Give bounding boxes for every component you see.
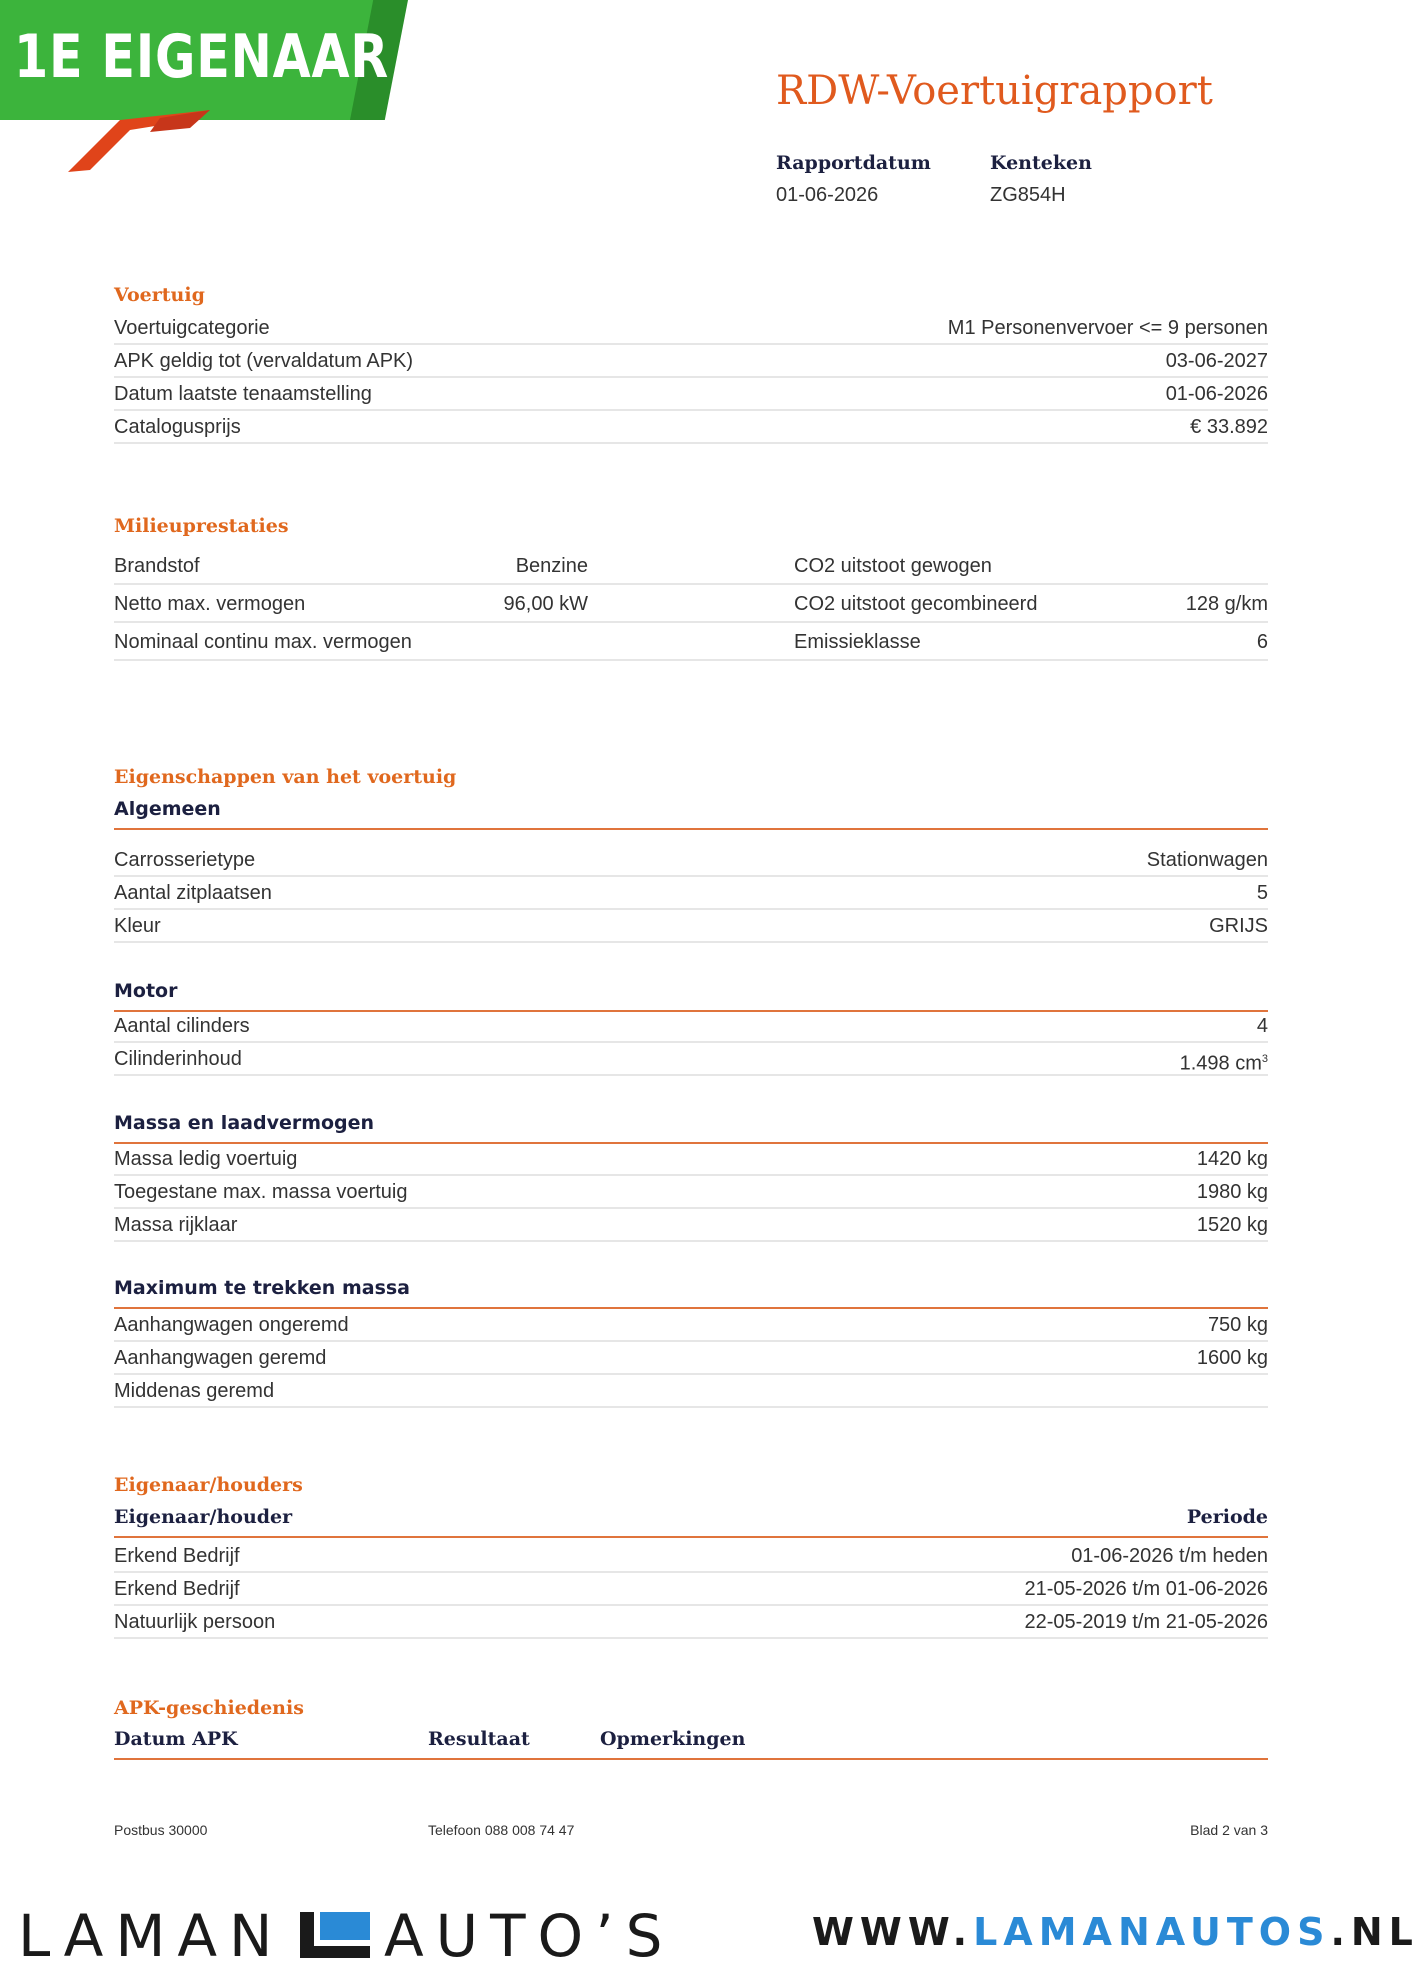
section-eigenschappen-title: Eigenschappen van het voertuig — [114, 766, 457, 788]
column-owner: Eigenaar/houder — [114, 1506, 293, 1528]
row-value: 6 — [1256, 631, 1268, 653]
row-label: CO2 uitstoot gewogen — [794, 555, 992, 577]
row-value: 1980 kg — [1196, 1181, 1268, 1203]
row-label: Erkend Bedrijf — [114, 1578, 240, 1600]
row-label: Middenas geremd — [114, 1380, 275, 1402]
row-label: Catalogusprijs — [114, 416, 241, 438]
table-row — [114, 1043, 1268, 1076]
row-value: 1520 kg — [1196, 1214, 1268, 1236]
row-value: 03-06-2027 — [1165, 350, 1268, 372]
table-row — [114, 345, 1268, 378]
row-label: Nominaal continu max. vermogen — [114, 631, 412, 653]
row-label: Toegestane max. massa voertuig — [114, 1181, 408, 1203]
row-value: € 33.892 — [1190, 416, 1268, 438]
table-row — [114, 411, 1268, 444]
dealer-name-left: LAMAN — [18, 1902, 285, 1970]
row-value: 1420 kg — [1196, 1148, 1268, 1170]
row-label: Datum laatste tenaamstelling — [114, 383, 372, 405]
section-apk-title: APK-geschiedenis — [114, 1697, 304, 1719]
row-value: 21-05-2026 t/m 01-06-2026 — [1024, 1578, 1268, 1600]
subsection-label: Massa en laadvermogen — [114, 1112, 375, 1134]
row-label: Aanhangwagen ongeremd — [114, 1314, 349, 1336]
plate-block — [990, 152, 1092, 207]
owners-table-header — [114, 1506, 1268, 1538]
dealer-logo-icon — [300, 1912, 370, 1958]
unit-superscript: 3 — [1261, 1053, 1268, 1065]
row-value: 5 — [1256, 882, 1268, 904]
column-period: Periode — [1186, 1506, 1268, 1528]
subsection-algemeen-title — [114, 798, 1268, 830]
plate-label: Kenteken — [990, 152, 1092, 174]
row-label: Natuurlijk persoon — [114, 1611, 276, 1633]
table-row — [114, 1309, 1268, 1342]
table-row — [114, 1606, 1268, 1639]
row-label: Cilinderinhoud — [114, 1048, 242, 1070]
row-value: 4 — [1256, 1015, 1268, 1037]
section-voertuig-title: Voertuig — [114, 284, 205, 306]
row-value: 128 g/km — [1185, 593, 1268, 615]
table-row — [114, 1375, 1268, 1408]
table-row — [114, 1209, 1268, 1242]
apk-table-header — [114, 1724, 1268, 1760]
row-label: Netto max. vermogen — [114, 593, 306, 615]
report-title: RDW-Voertuigrapport — [776, 68, 1213, 114]
table-row — [114, 547, 1268, 585]
row-label: Brandstof — [114, 555, 200, 577]
subsection-label: Motor — [114, 980, 178, 1002]
row-value: Benzine — [515, 555, 588, 577]
footer-page-number: Blad 2 van 3 — [1190, 1822, 1268, 1838]
row-label: Aanhangwagen geremd — [114, 1347, 327, 1369]
row-value: 22-05-2019 t/m 21-05-2026 — [1024, 1611, 1268, 1633]
displacement-value: 1.498 cm — [1179, 1052, 1262, 1075]
column-remarks: Opmerkingen — [600, 1728, 746, 1750]
dealer-name-right: AUTO’S — [384, 1902, 675, 1970]
row-label: Aantal cilinders — [114, 1015, 250, 1037]
row-value: 01-06-2026 t/m heden — [1071, 1545, 1268, 1567]
rdw-logo-icon — [60, 110, 220, 180]
report-date-block — [776, 152, 931, 207]
subsection-label: Algemeen — [114, 798, 221, 820]
table-row — [114, 877, 1268, 910]
report-date-value: 01-06-2026 — [776, 184, 879, 206]
plate-value: ZG854H — [990, 184, 1066, 206]
column-apk-date: Datum APK — [114, 1728, 238, 1750]
subsection-label: Maximum te trekken massa — [114, 1277, 411, 1299]
footer-phone: Telefoon 088 008 74 47 — [428, 1822, 575, 1838]
row-value: Stationwagen — [1146, 849, 1268, 871]
table-row — [114, 844, 1268, 877]
row-label: APK geldig tot (vervaldatum APK) — [114, 350, 414, 372]
footer-address: Postbus 30000 — [114, 1822, 208, 1838]
row-label: Carrosserietype — [114, 849, 256, 871]
url-main: LAMANAUTOS — [973, 1910, 1331, 1954]
row-label: Kleur — [114, 915, 161, 937]
row-value: 1600 kg — [1196, 1347, 1268, 1369]
section-eigenaren-title: Eigenaar/houders — [114, 1474, 303, 1496]
row-label: Erkend Bedrijf — [114, 1545, 240, 1567]
table-row — [114, 910, 1268, 943]
table-row — [114, 1176, 1268, 1209]
subsection-trekken-title — [114, 1277, 1268, 1309]
table-row — [114, 1143, 1268, 1176]
table-row — [114, 1342, 1268, 1375]
section-milieu-title: Milieuprestaties — [114, 515, 289, 537]
table-row — [114, 623, 1268, 661]
row-label: Voertuigcategorie — [114, 317, 270, 339]
url-suffix: .NL — [1330, 1910, 1419, 1954]
table-row — [114, 1573, 1268, 1606]
table-row — [114, 312, 1268, 345]
first-owner-label: 1E EIGENAAR — [14, 22, 390, 92]
table-row — [114, 378, 1268, 411]
table-row — [114, 1540, 1268, 1573]
row-value: 01-06-2026 — [1165, 383, 1268, 405]
row-label: Emissieklasse — [794, 631, 921, 653]
row-value: 750 kg — [1207, 1314, 1268, 1336]
dealer-website — [812, 1910, 1419, 1954]
url-prefix: WWW. — [812, 1910, 974, 1954]
column-result: Resultaat — [428, 1728, 530, 1750]
table-row — [114, 585, 1268, 623]
table-row — [114, 1010, 1268, 1043]
row-value-with-unit — [1180, 1043, 1268, 1081]
row-label: CO2 uitstoot gecombineerd — [794, 593, 1038, 615]
row-value: GRIJS — [1209, 915, 1268, 937]
row-value: M1 Personenvervoer <= 9 personen — [947, 317, 1268, 339]
row-value: 96,00 kW — [503, 593, 588, 615]
row-label: Massa rijklaar — [114, 1214, 238, 1236]
subsection-massa-title — [114, 1112, 1268, 1144]
report-date-label: Rapportdatum — [776, 152, 931, 174]
row-label: Massa ledig voertuig — [114, 1148, 298, 1170]
subsection-motor-title — [114, 980, 1268, 1012]
row-label: Aantal zitplaatsen — [114, 882, 272, 904]
